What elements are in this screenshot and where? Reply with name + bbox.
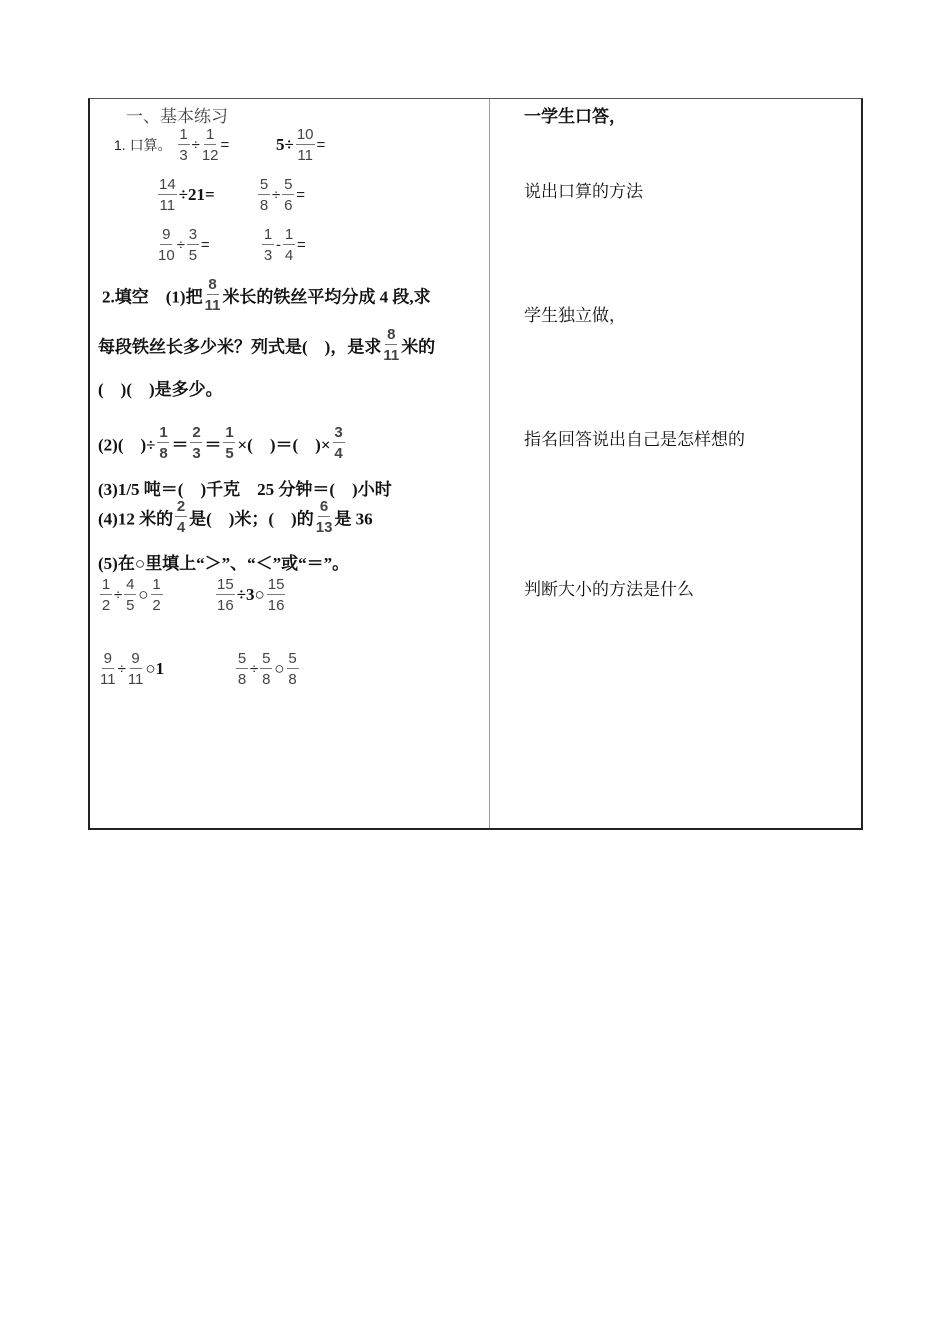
mental-math-item-6: $\frac{1}{3}$ - $\frac{1}{4}$ = (263, 226, 306, 264)
fill-in-line-2: 每段铁丝长多少米？列式是( )，是求 $\frac{8}{11}$ 米的 (98, 326, 436, 364)
fill-in-2: (2)( )÷ $\frac{1}{8}$ ＝ $\frac{2}{3}$ ＝ $\frac{1}{5}$ ×( )＝( )× $\frac{3}{4}$ (98, 424, 343, 462)
fill-in-3: (3)1/5 吨＝( )千克 25 分钟＝( )小时 (98, 480, 392, 499)
fraction: $\frac{1}{8}$ (159, 424, 168, 462)
fill-in-line-3: ( )( )是多少。 (98, 380, 223, 399)
fraction: $\frac{8}{11}$ (383, 326, 400, 364)
fraction: $\frac{5}{8}$ (259, 176, 269, 214)
fraction: $\frac{1}{2}$ (152, 576, 161, 614)
right-note-4: 指名回答说出自己是怎样想的 (524, 430, 745, 449)
fraction: $\frac{9}{11}$ (127, 650, 144, 688)
compare-item-2: $\frac{15}{16}$ ÷3○ $\frac{15}{16}$ (217, 576, 285, 614)
fraction: $\frac{1}{2}$ (101, 576, 111, 614)
right-note-5: 判断大小的方法是什么 (524, 580, 694, 599)
fraction: $\frac{3}{4}$ (334, 424, 343, 462)
fraction: $\frac{2}{3}$ (192, 424, 201, 462)
fill-in-5: (5)在○里填上“＞”、“＜”或“＝”。 (98, 554, 350, 573)
fraction: $\frac{9}{11}$ (100, 650, 116, 688)
fill-in-4: (4)12 米的 $\frac{2}{4}$ 是( )米；( )的 $\frac{6}{13}$ 是 36 (98, 498, 373, 536)
fraction: $\frac{4}{5}$ (126, 576, 135, 614)
fraction: $\frac{6}{13}$ (315, 498, 333, 536)
mental-math-item-3: $\frac{14}{11}$ ÷21= (159, 176, 215, 214)
fraction: $\frac{3}{5}$ (188, 226, 198, 264)
fraction: $\frac{14}{11}$ (159, 176, 176, 214)
fraction: $\frac{1}{3}$ (263, 226, 273, 264)
fraction: $\frac{10}{11}$ (296, 126, 314, 164)
fill-in-line-1: 2.填空 (1)把 $\frac{8}{11}$ 米长的铁丝平均分成 4 段,求 (102, 276, 431, 314)
mental-math-item-4: $\frac{5}{8}$ ÷ $\frac{5}{6}$ = (259, 176, 305, 214)
fraction: $\frac{1}{4}$ (284, 226, 294, 264)
fraction: $\frac{5}{8}$ (237, 650, 247, 688)
column-divider (489, 99, 490, 828)
q1-label: 1. 口算。 (114, 137, 172, 153)
section-title: 一、基本练习 (126, 107, 228, 126)
fraction: $\frac{1}{3}$ (179, 126, 188, 164)
fraction: $\frac{8}{11}$ (204, 276, 221, 314)
mental-math-row-1: 1. 口算。 $\frac{1}{3}$ ÷ $\frac{1}{12}$ = (114, 126, 230, 164)
right-note-3: 学生独立做， (524, 306, 626, 325)
fraction: $\frac{1}{5}$ (225, 424, 234, 462)
fraction: $\frac{5}{8}$ (262, 650, 271, 688)
right-note-1: 一学生口答， (524, 107, 626, 126)
lesson-table (88, 98, 863, 830)
compare-item-4: $\frac{5}{8}$ ÷ $\frac{5}{8}$ ○ $\frac{5}{8}$ (237, 650, 297, 688)
fraction: $\frac{2}{4}$ (176, 498, 186, 536)
fraction: $\frac{5}{6}$ (284, 176, 293, 214)
circle-blank: ○ (274, 659, 285, 678)
fraction: $\frac{15}{16}$ (267, 576, 285, 614)
fraction: $\frac{9}{10}$ (158, 226, 175, 264)
mental-math-item-2: 5÷ $\frac{10}{11}$ = (276, 126, 326, 164)
fraction: $\frac{1}{12}$ (201, 126, 219, 164)
circle-blank: ○ (138, 585, 149, 604)
right-note-2: 说出口算的方法 (524, 182, 643, 201)
mental-math-item-5: $\frac{9}{10}$ ÷ $\frac{3}{5}$ = (158, 226, 210, 264)
fraction: $\frac{5}{8}$ (288, 650, 297, 688)
compare-item-1: $\frac{1}{2}$ ÷ $\frac{4}{5}$ ○ $\frac{1}{2}$ (101, 576, 161, 614)
fraction: $\frac{15}{16}$ (217, 576, 234, 614)
compare-item-3: $\frac{9}{11}$ ÷ $\frac{9}{11}$ ○1 (100, 650, 165, 688)
